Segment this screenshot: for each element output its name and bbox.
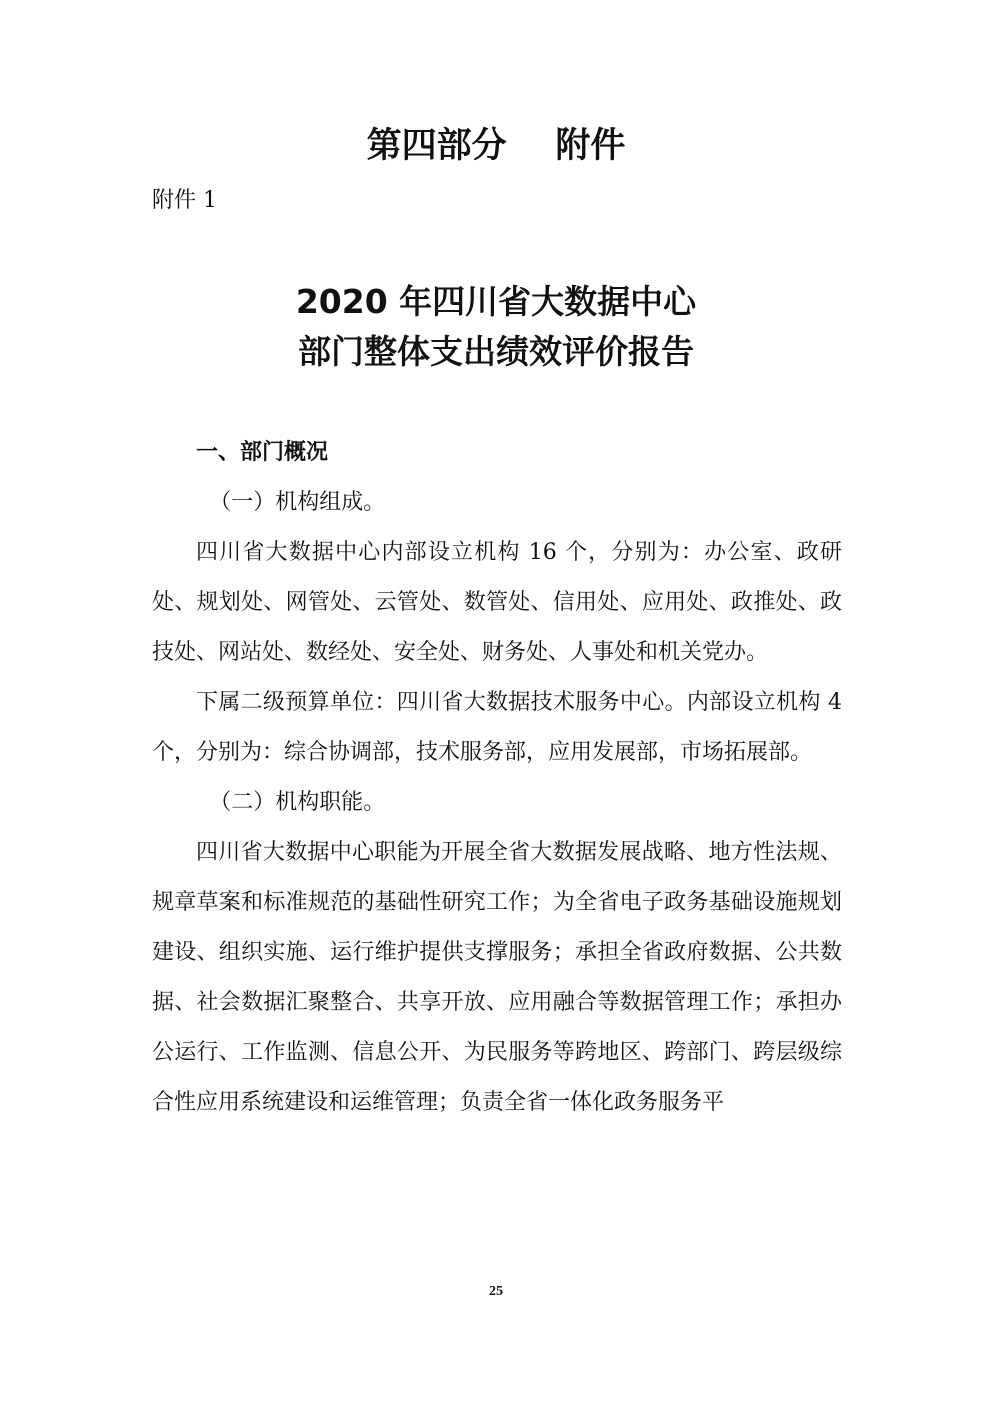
attachment-label: 附件 1 <box>152 188 217 213</box>
subsection-heading-2: （二）机构职能。 <box>209 790 386 815</box>
paragraph-functions: 四川省大数据中心职能为开展全省大数据发展战略、地方性法规、规章草案和标准规范的基础性研究工作；为全省电子政务基础设施规划建设、组织实施、运行维护提供支撑服务；承担全省政府数据、公共数据、社会数据汇聚整合、共享开放、应用融合等数据管理工作；承担办公运行、工作监测、信息公开、为民服务等跨地区、跨部门、跨层级综合性应用系统建设和运维管理；负责全省一体化政务服务平 <box>152 840 842 1115</box>
subsection-heading-1: （一）机构组成。 <box>209 490 386 515</box>
page-number: 25 <box>489 1284 503 1299</box>
paragraph-subordinate-unit: 下属二级预算单位：四川省大数据技术服务中心。内部设立机构 4 个，分别为：综合协调部，技术服务部，应用发展部，市场拓展部。 <box>152 690 842 765</box>
section-heading: 一、部门概况 <box>196 440 329 465</box>
part-title: 第四部分 附件 <box>366 126 626 166</box>
report-title <box>0 277 992 377</box>
report-title-line-2: 部门整体支出绩效评价报告 <box>298 332 694 371</box>
body-text <box>152 428 842 1128</box>
paragraph-org-structure: 四川省大数据中心内部设立机构 16 个，分别为：办公室、政研处、规划处、网管处、云管处、数管处、信用处、应用处、政推处、政技处、网站处、数经处、安全处、财务处、人事处和机关党办。 <box>152 540 842 665</box>
report-title-line-1: 2020 年四川省大数据中心 <box>295 282 697 321</box>
